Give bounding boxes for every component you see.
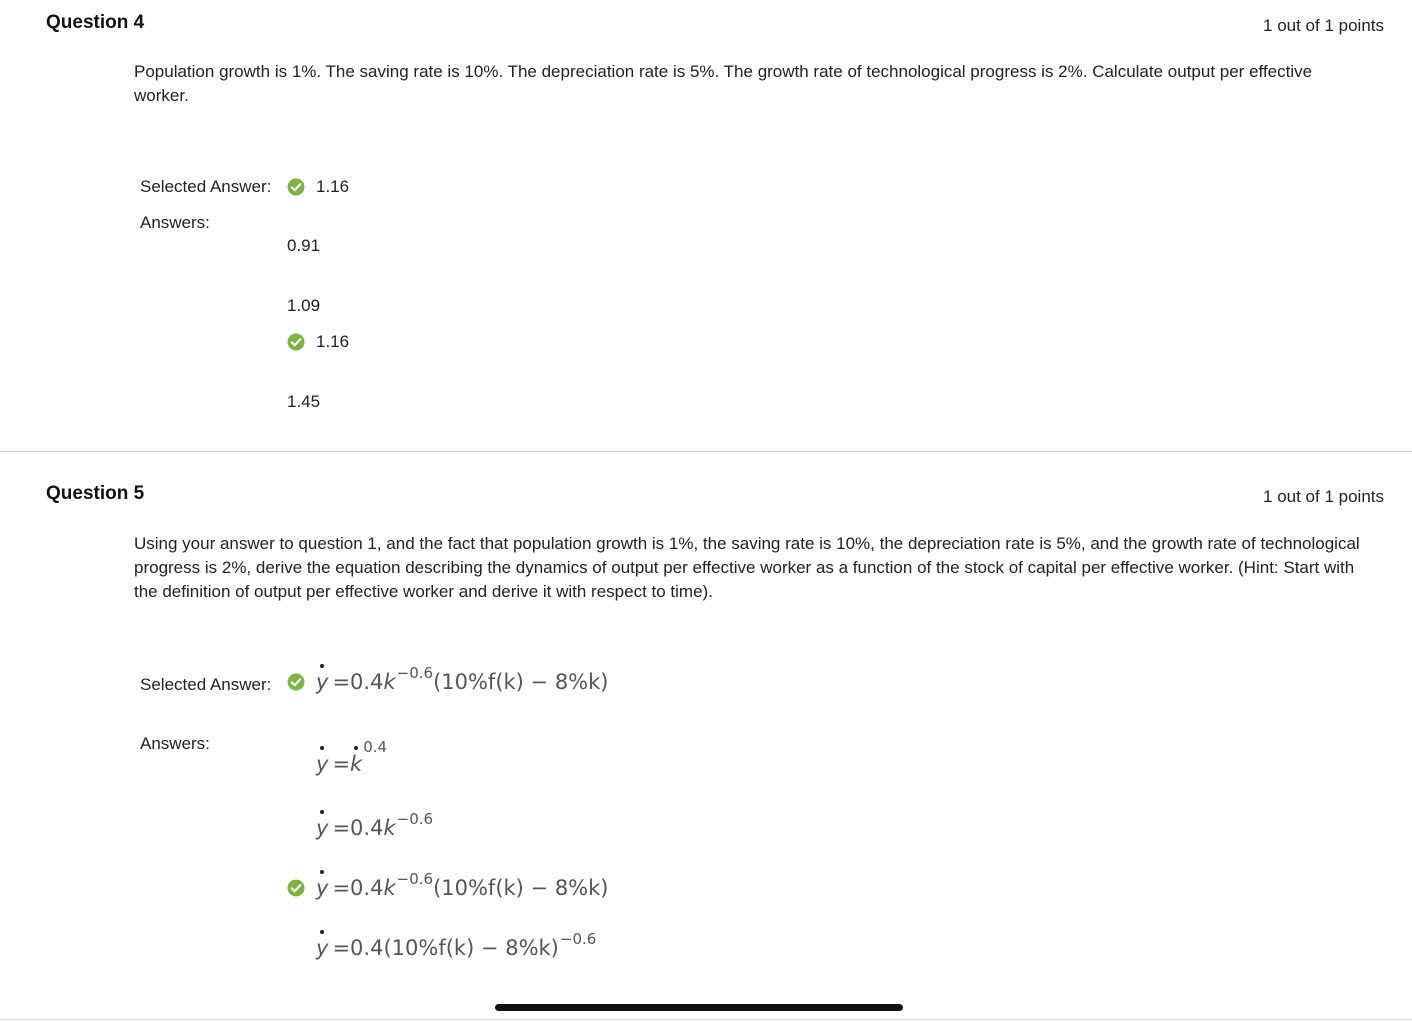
question-4-title: Question 4 [46,12,145,33]
question-divider [0,451,1412,452]
y-dot: y [316,936,329,960]
equation [316,870,609,900]
exponent: −0.6 [559,930,597,948]
paren-term: (10%f(k) − 8%k) [433,876,609,900]
equals-sign: = [332,752,351,776]
exponent: −0.6 [396,810,434,828]
equals-sign: = [332,816,351,840]
bottom-border [0,1019,1412,1020]
check-circle-icon [287,333,305,351]
k-var: k [383,816,396,840]
check-circle-icon [287,673,305,691]
y-dot: y [316,876,329,900]
exponent: −0.6 [396,870,434,888]
question-4-answers-label: Answers: [140,213,210,232]
y-dot: y [316,816,329,840]
equation [316,930,597,960]
equals-sign: = [332,936,351,960]
equals-sign: = [332,670,351,694]
answer-option [287,296,320,316]
question-5-title: Question 5 [46,483,145,504]
paren-term: (10%f(k) − 8%k) [383,936,559,960]
answer-option-text: 0.91 [287,236,321,255]
k-var: k [383,876,396,900]
answer-option [316,738,387,776]
answer-option-text: 1.45 [287,392,321,411]
y-dot: y [316,670,329,694]
question-5-selected-label: Selected Answer: [140,675,272,694]
question-5-text: Using your answer to question 1, and the fact that population growth is 1%, the saving rate is 10%, the depreciation rate is 5%, and the growth rate of technological progress is 2%, derive the equation describing the dynamics of output per effective worker as a function of the stock of capital per effective worker. (Hint: Start with the definition of output per effective worker and derive it with respect to time). [134,534,1360,601]
answer-option-correct [287,870,609,900]
coefficient: 0.4 [350,670,384,694]
home-indicator[interactable] [495,1004,903,1011]
check-circle-icon [287,178,305,196]
exponent: 0.4 [363,738,388,756]
answer-option-text: 1.09 [287,296,321,315]
coefficient: 0.4 [350,936,384,960]
equation [316,738,387,776]
answer-option-text: 1.16 [316,332,350,351]
y-dot: y [316,752,329,776]
question-4-text: Population growth is 1%. The saving rate is 10%. The depreciation rate is 5%. The growth rate of technological progress is 2%. Calculate output per effective worker. [134,62,1313,105]
answer-option [287,392,320,412]
question-4-selected-answer [287,177,349,197]
k-dot: k [350,752,363,776]
question-4-selected-label: Selected Answer: [140,177,272,196]
answer-option [316,930,597,960]
answer-option [316,810,434,840]
coefficient: 0.4 [350,816,384,840]
paren-term: (10%f(k) − 8%k) [433,670,609,694]
equals-sign: = [332,876,351,900]
answer-option [287,236,320,256]
question-5-points: 1 out of 1 points [1263,487,1384,506]
check-circle-icon [287,879,305,897]
selected-answer-value: 1.16 [316,177,350,196]
coefficient: 0.4 [350,876,384,900]
question-4-points: 1 out of 1 points [1263,16,1384,35]
k-var: k [383,670,396,694]
equation [316,664,609,694]
answer-option-correct [287,332,349,352]
question-5-answers-label: Answers: [140,734,210,753]
equation [316,810,434,840]
exponent: −0.6 [396,664,434,682]
question-5-selected-answer [287,664,609,694]
